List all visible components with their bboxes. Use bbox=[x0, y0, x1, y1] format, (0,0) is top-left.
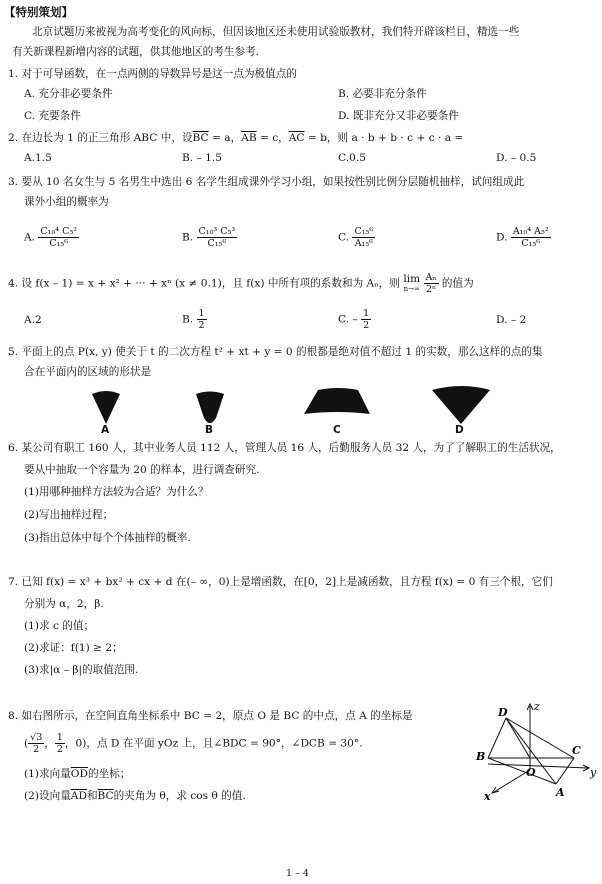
q8-coord-rest: ，0)，点 D 在平面 yOz 上，且∠BDC = 90°，∠DCB = 30°. bbox=[64, 737, 363, 750]
q8-geometry-figure bbox=[470, 700, 600, 804]
q2-option-d: D. – 0.5 bbox=[496, 152, 537, 164]
q8-sub-1-a: (1)求向量 bbox=[24, 768, 71, 780]
page-number: 1 – 4 bbox=[286, 868, 309, 879]
q5-region-shapes bbox=[0, 384, 602, 440]
q6-sub-3: (3)指出总体中每个个体抽样的概率. bbox=[24, 532, 191, 544]
q3-option-d-denominator: C₁₅⁶ bbox=[521, 238, 541, 249]
q4-fraction bbox=[424, 272, 439, 295]
q5-label-a: A bbox=[101, 424, 110, 436]
q8-label-b: B bbox=[476, 750, 486, 763]
q3-option-d-fraction bbox=[511, 226, 551, 249]
q3-option-a-numerator: C₁₀⁴ C₅² bbox=[40, 226, 78, 237]
q8-segment-dc bbox=[506, 718, 574, 758]
q3-option-b-fraction bbox=[197, 226, 238, 249]
q8-label-o: O bbox=[526, 766, 536, 779]
q5-label-b: B bbox=[205, 424, 214, 436]
q8-label-z: z bbox=[534, 700, 540, 713]
q3-option-a-label: A. bbox=[24, 231, 36, 244]
q4-limit-subscript: n→∞ bbox=[403, 284, 420, 293]
q3-option-b-denominator: C₁₅⁶ bbox=[207, 238, 227, 249]
q4-option-c-label: C. – bbox=[338, 313, 358, 326]
q3-option-c bbox=[338, 226, 375, 249]
q4-stem bbox=[8, 272, 474, 295]
q3-option-a-denominator: C₁₅⁶ bbox=[49, 238, 69, 249]
q8-sub-2-a: (2)设向量 bbox=[24, 790, 71, 802]
q1-option-b: B. 必要非充分条件 bbox=[338, 88, 427, 100]
q4-option-b-denominator: 2 bbox=[198, 320, 205, 331]
q3-option-d-label: D. bbox=[496, 231, 508, 244]
q4-option-d: D. – 2 bbox=[496, 314, 527, 326]
q6-sub-2: (2)写出抽样过程； bbox=[24, 509, 114, 521]
q2-stem bbox=[8, 130, 463, 145]
q3-option-c-denominator: A₁₅⁶ bbox=[354, 238, 373, 249]
q8-sub-2 bbox=[24, 788, 246, 803]
q2-option-c: C.0.5 bbox=[338, 152, 366, 164]
q2-vector-bc: $\overline{BC}$ bbox=[192, 132, 209, 144]
q4-option-c bbox=[338, 308, 371, 331]
q7-sub-1: (1)求 c 的值； bbox=[24, 620, 95, 632]
q3-option-d-numerator: A₁₀⁴ A₅² bbox=[512, 226, 549, 237]
intro-line-2: 有关新课程新增内容的试题，供其他地区的考生参考. bbox=[12, 46, 260, 58]
q8-label-c: C bbox=[572, 744, 581, 757]
q8-segment-db bbox=[488, 718, 506, 758]
section-tag: 【特别策划】 bbox=[4, 5, 73, 19]
q5-line-2: 合在平面内的区域的形状是 bbox=[24, 366, 152, 378]
q5-label-c: C bbox=[333, 424, 341, 436]
q8-label-y: y bbox=[590, 766, 597, 779]
q4-option-b bbox=[182, 308, 207, 331]
q8-coord-num-2: 1 bbox=[56, 732, 63, 743]
q3-option-a-fraction bbox=[38, 226, 79, 249]
q3-option-c-fraction bbox=[352, 226, 375, 249]
q1-option-c: C. 充要条件 bbox=[24, 110, 81, 122]
q8-label-x: x bbox=[484, 790, 491, 803]
q7-line-1: 7. 已知 f(x) = x³ + bx² + cx + d 在(– ∞，0)上是增函数，在[0，2]上是减函数，且方程 f(x) = 0 有三个根，它们 bbox=[8, 576, 553, 588]
q3-option-b-numerator: C₁₀³ C₅³ bbox=[198, 226, 236, 237]
q4-fraction-denominator: 2ⁿ bbox=[425, 284, 437, 295]
q4-limit bbox=[403, 274, 420, 294]
q7-sub-2: (2)求证：f(1) ≥ 2； bbox=[24, 642, 123, 654]
q8-sub-1 bbox=[24, 766, 130, 781]
q8-x-axis bbox=[494, 770, 530, 792]
q4-option-b-fraction bbox=[197, 308, 207, 331]
q4-fraction-numerator: Aₙ bbox=[425, 272, 437, 283]
q1-option-a: A. 充分非必要条件 bbox=[24, 88, 113, 100]
q7-line-2: 分别为 α，2，β. bbox=[24, 598, 104, 610]
q8-label-d: D bbox=[498, 706, 508, 719]
q2-stem-a: 2. 在边长为 1 的正三角形 ABC 中，设 bbox=[8, 132, 193, 144]
intro-line-1: 北京试题历来被视为高考变化的风向标，但因该地区还未使用试验版教材，我们特开辟该栏目，精选一些 bbox=[32, 26, 520, 38]
q8-vector-od: $\overline{OD}$ bbox=[70, 768, 88, 780]
q5-shape-b bbox=[196, 392, 224, 424]
q7-sub-3: (3)求|α – β|的取值范围. bbox=[24, 664, 139, 676]
q5-line-1: 5. 平面上的点 P(x, y) 使关于 t 的二次方程 t² + xt + y = 0 的根都是绝对值不超过 1 的实数，那么这样的点的集 bbox=[8, 346, 543, 358]
q4-stem-b: 的值为 bbox=[441, 277, 474, 290]
q8-coord-num-1: √3 bbox=[30, 732, 43, 743]
q3-option-d bbox=[496, 226, 551, 249]
q4-option-b-label: B. bbox=[182, 313, 194, 326]
q5-shape-d bbox=[432, 386, 490, 424]
q8-sub-1-b: 的坐标； bbox=[87, 768, 131, 780]
q5-shape-c bbox=[304, 388, 370, 414]
q3-option-b-label: B. bbox=[182, 231, 194, 244]
q8-sub-2-mid: 和 bbox=[86, 790, 98, 802]
q4-option-b-numerator: 1 bbox=[198, 308, 205, 319]
q8-y-axis bbox=[488, 764, 588, 768]
q8-coord-den-2: 2 bbox=[56, 744, 63, 755]
q6-sub-1: (1)用哪种抽样方法较为合适？为什么？ bbox=[24, 486, 209, 498]
q2-option-b: B. – 1.5 bbox=[182, 152, 223, 164]
q3-line-1: 3. 要从 10 名女生与 5 名男生中选出 6 名学生组成课外学习小组，如果按性别比例分层随机抽样，试问组成此 bbox=[8, 176, 525, 188]
q5-shape-a bbox=[92, 391, 120, 424]
q8-sub-2-b: 的夹角为 θ，求 cos θ 的值. bbox=[113, 790, 246, 802]
q2-stem-c: = c， bbox=[256, 132, 289, 144]
q2-vector-ac: $\overline{AC}$ bbox=[288, 132, 305, 144]
q4-option-c-fraction bbox=[361, 308, 371, 331]
q1-stem: 1. 对于可导函数，在一点两侧的导数异号是这一点为极值点的 bbox=[8, 68, 297, 80]
q8-segment-od bbox=[506, 718, 530, 758]
q8-segment-ca bbox=[556, 758, 574, 784]
q4-option-c-denominator: 2 bbox=[363, 320, 370, 331]
q8-coord-fraction-1 bbox=[28, 732, 44, 755]
q8-coord-den-1: 2 bbox=[33, 744, 40, 755]
q1-option-d: D. 既非充分又非必要条件 bbox=[338, 110, 459, 122]
q4-limit-word: lim bbox=[403, 272, 421, 285]
q3-line-2: 课外小组的概率为 bbox=[24, 196, 109, 208]
q8-vector-ad: $\overline{AD}$ bbox=[70, 790, 87, 802]
q5-label-d: D bbox=[455, 424, 464, 436]
q4-option-a: A.2 bbox=[24, 314, 42, 326]
q2-stem-d: = b，则 a · b + b · c + c · a = bbox=[304, 132, 464, 144]
q8-coord-open: ( bbox=[24, 737, 29, 750]
q2-stem-b: = a， bbox=[208, 132, 242, 144]
q2-vector-ab: $\overline{AB}$ bbox=[241, 132, 257, 144]
q6-line-1: 6. 某公司有职工 160 人，其中业务人员 112 人，管理人员 16 人，后勤服务人员 32 人，为了了解职工的生活状况， bbox=[8, 442, 561, 454]
q4-option-c-numerator: 1 bbox=[363, 308, 370, 319]
q8-coord-separator: ， bbox=[44, 737, 55, 750]
q8-line-1: 8. 如右图所示，在空间直角坐标系中 BC = 2，原点 O 是 BC 的中点，点 A 的坐标是 bbox=[8, 710, 413, 722]
q8-line-2 bbox=[24, 732, 363, 755]
q3-option-b bbox=[182, 226, 237, 249]
q4-stem-a: 4. 设 f(x – 1) = x + x² + ··· + xⁿ (x ≠ 0.1)，且 f(x) 中所有项的系数和为 Aₙ，则 bbox=[8, 277, 400, 290]
q8-vector-bc: $\overline{BC}$ bbox=[97, 790, 114, 802]
q8-label-a: A bbox=[556, 786, 565, 799]
q2-option-a: A.1.5 bbox=[24, 152, 52, 164]
q6-line-2: 要从中抽取一个容量为 20 的样本，进行调查研究. bbox=[24, 464, 260, 476]
q3-option-a bbox=[24, 226, 79, 249]
q3-option-c-label: C. bbox=[338, 231, 350, 244]
q3-option-c-numerator: C₁₅⁶ bbox=[354, 226, 374, 237]
q8-coord-fraction-2 bbox=[55, 732, 65, 755]
